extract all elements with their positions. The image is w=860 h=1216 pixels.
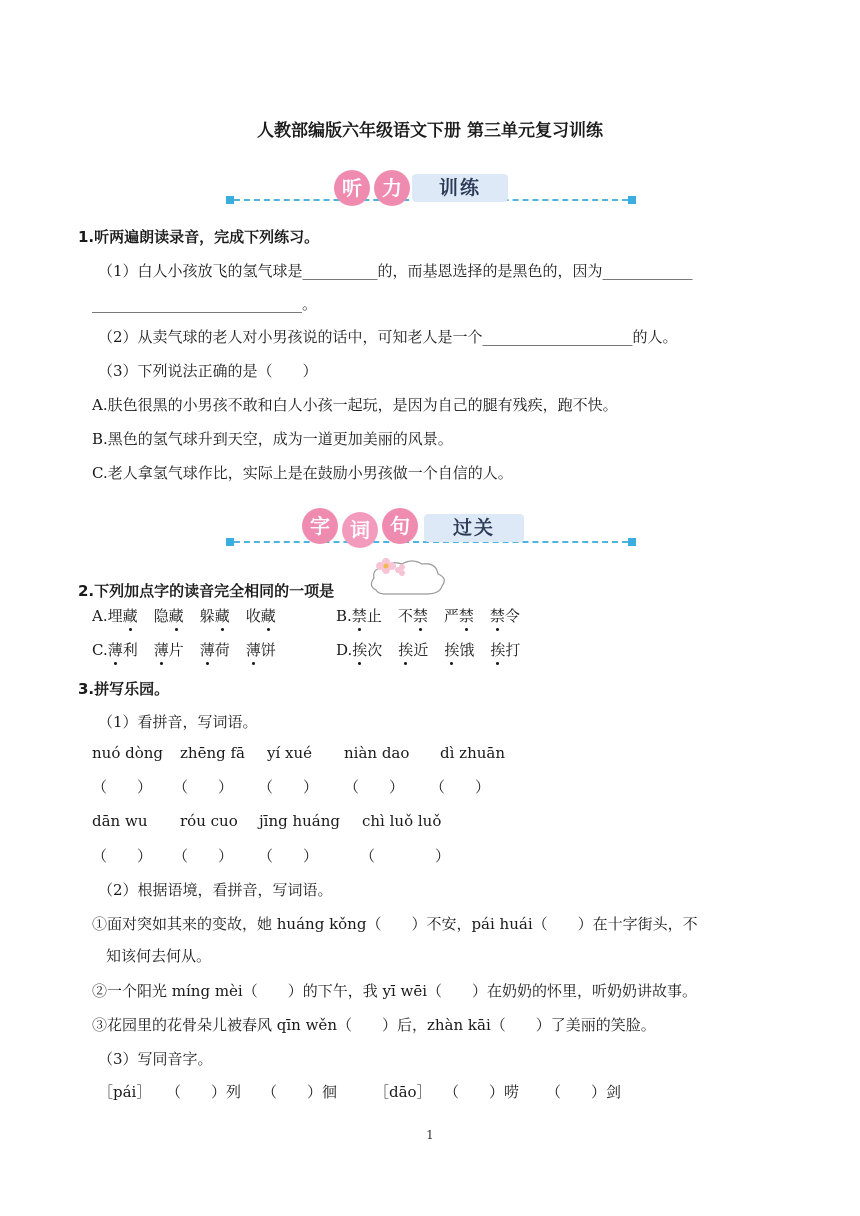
question-1-stem: 1.听两遍朗读录音，完成下列练习。 bbox=[78, 228, 320, 246]
answer-blank[interactable]: （ ） bbox=[173, 778, 234, 796]
option-word: 挨近 bbox=[398, 641, 429, 659]
option-word: 薄饼 bbox=[245, 641, 276, 659]
q1-sub1-line2: ____________________________。 bbox=[92, 295, 318, 313]
banner-tag: 过关 bbox=[424, 514, 524, 542]
q3-part3-title: （3）写同音字。 bbox=[98, 1050, 213, 1068]
option-word: 躲藏 bbox=[199, 607, 230, 625]
pinyin-item: yí xué bbox=[267, 744, 313, 762]
pinyin-item: zhēng fā bbox=[180, 744, 245, 762]
homophone-pinyin: ［dāo］ bbox=[374, 1083, 432, 1101]
banner-tag: 训练 bbox=[412, 174, 508, 202]
homophone-item[interactable]: （ ）唠 bbox=[444, 1083, 520, 1101]
q1-sub3: （3）下列说法正确的是（ ） bbox=[98, 362, 318, 380]
document-title: 人教部编版六年级语文下册 第三单元复习训练 bbox=[257, 121, 603, 141]
banner-char: 句 bbox=[382, 508, 418, 544]
answer-blank[interactable]: （ ） bbox=[173, 847, 234, 865]
homophone-pinyin: ［pái］ bbox=[98, 1083, 152, 1101]
pinyin-item: dì zhuān bbox=[440, 744, 505, 762]
q2-option-b: B.禁止 不禁 严禁 禁令 bbox=[336, 607, 520, 625]
homophone-item[interactable]: （ ）列 bbox=[166, 1083, 242, 1101]
listening-banner bbox=[226, 168, 636, 212]
option-word: 挨次 bbox=[352, 641, 383, 659]
q3-context-3: ③花园里的花骨朵儿被春风 qīn wěn（ ）后，zhàn kāi（ ）了美丽的笑脸。 bbox=[92, 1016, 656, 1034]
banner-char: 字 bbox=[302, 508, 338, 544]
q1-option-a: A.肤色很黑的小男孩不敢和白人小孩一起玩，是因为自己的腿有残疾，跑不快。 bbox=[92, 396, 618, 414]
question-2-stem: 2.下列加点字的读音完全相同的一项是 bbox=[78, 582, 335, 600]
answer-blank[interactable]: （ ） bbox=[360, 847, 451, 865]
homophone-item[interactable]: （ ）剑 bbox=[546, 1083, 622, 1101]
option-word: 隐藏 bbox=[153, 607, 184, 625]
q2-option-d: D.挨次 挨近 挨饿 挨打 bbox=[336, 641, 521, 659]
option-word: 挨打 bbox=[490, 641, 521, 659]
q3-context-1a: ①面对突如其来的变故，她 huáng kǒng（ ）不安，pái huái（ ）在十字街头，不 bbox=[92, 915, 698, 933]
q3-context-1b: 知该何去何从。 bbox=[106, 947, 212, 965]
banner-char: 听 bbox=[334, 170, 370, 206]
pinyin-item: niàn dao bbox=[344, 744, 410, 762]
q1-sub1-line1: （1）白人小孩放飞的氢气球是__________的，而基恩选择的是黑色的，因为____________ bbox=[98, 262, 693, 280]
pinyin-item: dān wu bbox=[92, 812, 148, 830]
answer-blank[interactable]: （ ） bbox=[92, 778, 153, 796]
q3-context-2: ②一个阳光 míng mèi（ ）的下午，我 yī wēi（ ）在奶奶的怀里，听奶奶讲故事。 bbox=[92, 982, 698, 1000]
q1-option-b: B.黑色的氢气球升到天空，成为一道更加美丽的风景。 bbox=[92, 430, 453, 448]
pinyin-item: chì luǒ luǒ bbox=[362, 812, 442, 830]
pinyin-item: nuó dòng bbox=[92, 744, 164, 762]
cloud-decoration bbox=[366, 556, 450, 600]
answer-blank[interactable]: （ ） bbox=[344, 778, 405, 796]
option-word: 埋藏 bbox=[107, 607, 138, 625]
q2-option-a: A.埋藏 隐藏 躲藏 收藏 bbox=[92, 607, 276, 625]
vocabulary-banner bbox=[226, 506, 636, 550]
option-word: 严禁 bbox=[443, 607, 474, 625]
option-word: 禁令 bbox=[489, 607, 520, 625]
option-word: 不禁 bbox=[397, 607, 428, 625]
q1-option-c: C.老人拿氢气球作比，实际上是在鼓励小男孩做一个自信的人。 bbox=[92, 464, 513, 482]
q2-option-c: C.薄利 薄片 薄荷 薄饼 bbox=[92, 641, 276, 659]
option-word: 挨饿 bbox=[444, 641, 475, 659]
q3-part2-title: （2）根据语境，看拼音，写词语。 bbox=[98, 881, 333, 899]
answer-blank[interactable]: （ ） bbox=[258, 847, 319, 865]
banner-char: 词 bbox=[342, 512, 378, 548]
q1-sub2: （2）从卖气球的老人对小男孩说的话中，可知老人是一个____________________的人。 bbox=[98, 328, 678, 346]
homophone-item[interactable]: （ ）徊 bbox=[262, 1083, 338, 1101]
option-word: 薄荷 bbox=[199, 641, 230, 659]
pinyin-item: jīng huáng bbox=[259, 812, 341, 830]
page-number: 1 bbox=[426, 1128, 434, 1142]
q3-part1-title: （1）看拼音，写词语。 bbox=[98, 713, 258, 731]
option-word: 薄片 bbox=[153, 641, 184, 659]
answer-blank[interactable]: （ ） bbox=[430, 778, 491, 796]
option-word: 收藏 bbox=[245, 607, 276, 625]
answer-blank[interactable]: （ ） bbox=[92, 847, 153, 865]
answer-blank[interactable]: （ ） bbox=[258, 778, 319, 796]
option-word: 薄利 bbox=[107, 641, 138, 659]
question-3-stem: 3.拼写乐园。 bbox=[78, 680, 170, 698]
banner-char: 力 bbox=[374, 170, 410, 206]
option-word: 禁止 bbox=[351, 607, 382, 625]
pinyin-item: róu cuo bbox=[180, 812, 238, 830]
